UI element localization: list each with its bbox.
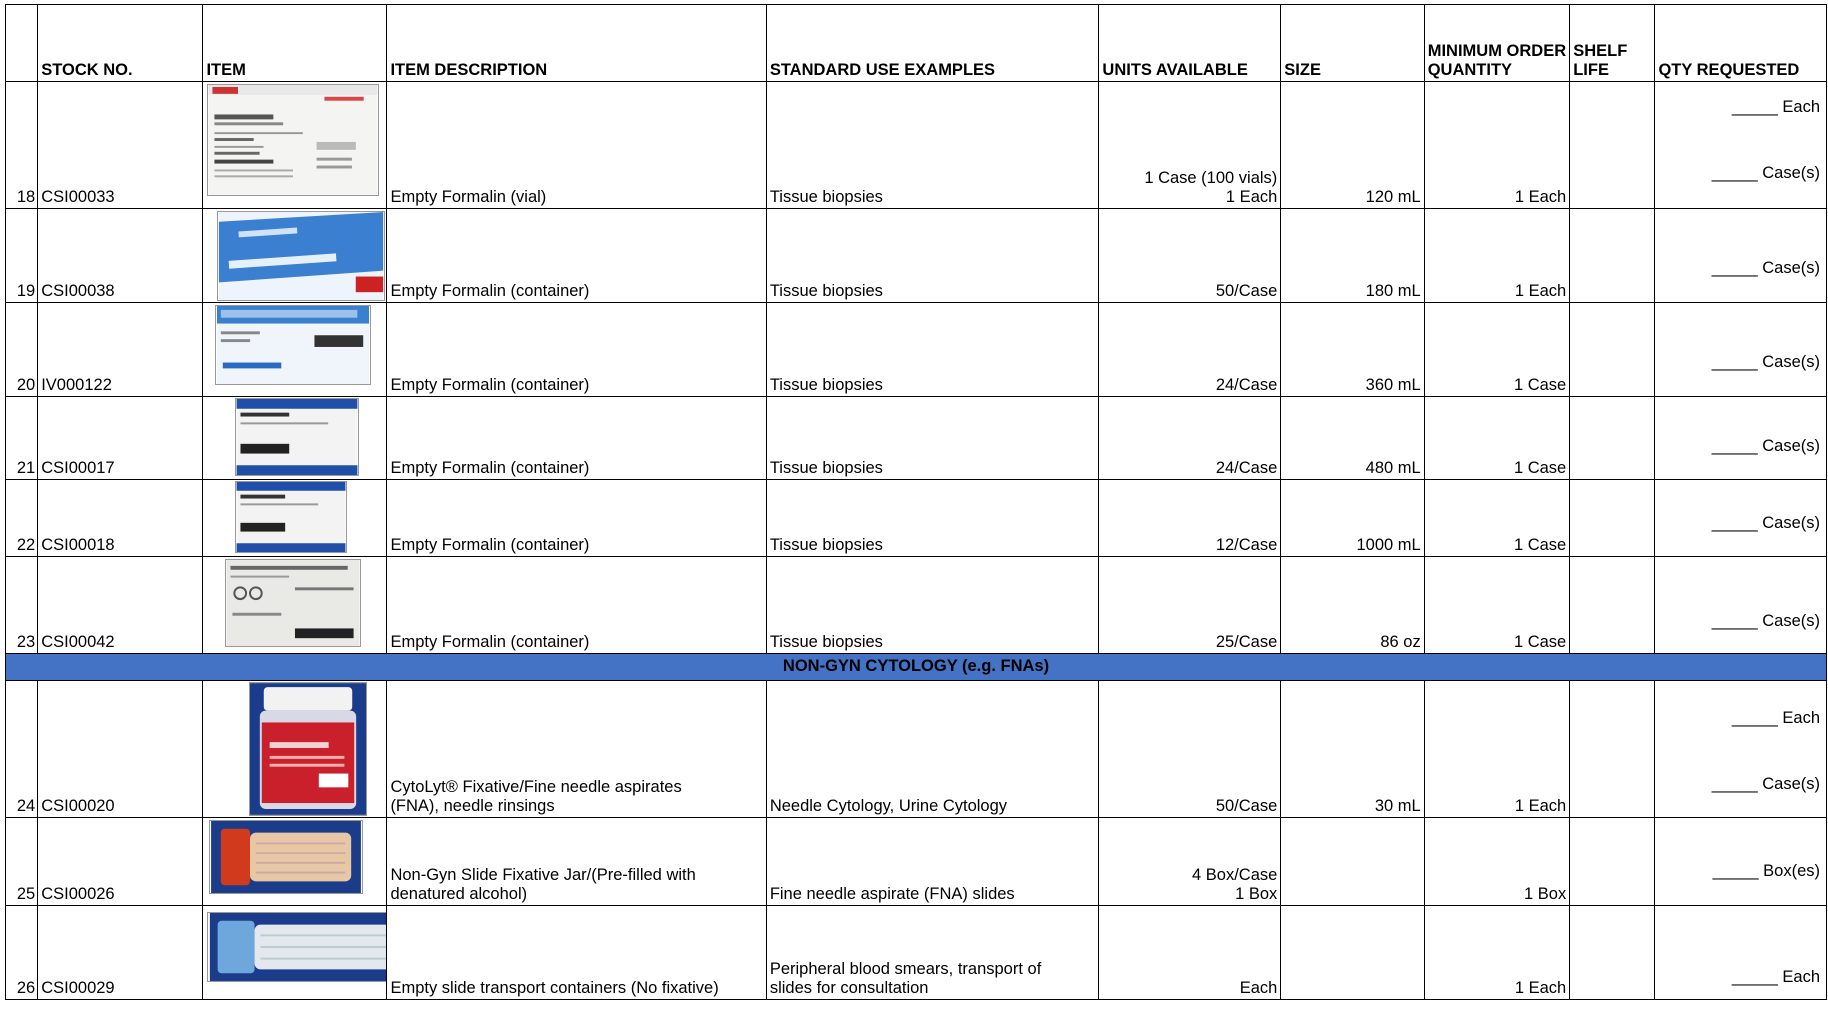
- item-description: [387, 818, 766, 906]
- item-description: Empty Formalin (container): [387, 209, 766, 303]
- row-number: 25: [6, 818, 38, 906]
- units-line-2: 1 Box: [1235, 885, 1278, 904]
- empty-fixative-containers-box-photo-icon: [217, 211, 385, 301]
- item-description: Empty Formalin (container): [387, 397, 766, 480]
- header-standard-use: STANDARD USE EXAMPLES: [766, 5, 1099, 82]
- shelf-life-value: [1570, 82, 1655, 209]
- qty-cases-field[interactable]: _____ Case(s): [1711, 514, 1820, 532]
- size-value: 30 mL: [1281, 681, 1424, 818]
- order-form-sheet: [5, 4, 1827, 1008]
- stock-number: CSI00029: [38, 906, 203, 1000]
- header-stock-no: STOCK NO.: [38, 5, 203, 82]
- cytolyt-jar-photo-icon: [249, 682, 367, 816]
- slide-transport-container-blue-cap-photo-icon: [207, 912, 386, 982]
- shelf-life-value: [1570, 209, 1655, 303]
- dry-container-box-photo-icon: [207, 84, 379, 196]
- use-line-1: Peripheral blood smears, transport of: [769, 960, 1042, 979]
- units-line-1: 4 Box/Case: [1192, 866, 1278, 885]
- qty-requested-cell[interactable]: [1655, 480, 1827, 557]
- item-image-cell: [203, 397, 387, 480]
- qty-requested-cell[interactable]: [1655, 906, 1827, 1000]
- stock-number: CSI00038: [38, 209, 203, 303]
- standard-use: Fine needle aspirate (FNA) slides: [766, 818, 1099, 906]
- min-order-value: 1 Box: [1424, 818, 1570, 906]
- supply-order-table: [5, 4, 1827, 1000]
- header-item: ITEM: [203, 5, 387, 82]
- standard-use: Tissue biopsies: [766, 303, 1099, 397]
- units-available: [1099, 681, 1281, 818]
- item-description: [387, 681, 766, 818]
- standard-use: Tissue biopsies: [766, 480, 1099, 557]
- size-value: [1281, 818, 1424, 906]
- qty-cases-field[interactable]: _____ Case(s): [1711, 164, 1820, 182]
- shelf-life-value: [1570, 557, 1655, 654]
- size-value: [1281, 906, 1424, 1000]
- min-order-value: 1 Case: [1424, 557, 1570, 654]
- sp-empty-fixative-containers-box-photo-icon: [215, 305, 371, 385]
- qty-requested-cell[interactable]: [1655, 557, 1827, 654]
- description-line-2: denatured alcohol): [390, 885, 528, 904]
- table-row: [6, 397, 1827, 480]
- stock-number: IV000122: [38, 303, 203, 397]
- table-row: [6, 303, 1827, 397]
- min-order-value: 1 Case: [1424, 303, 1570, 397]
- table-row: [6, 818, 1827, 906]
- stock-number: CSI00017: [38, 397, 203, 480]
- shelf-life-value: [1570, 906, 1655, 1000]
- item-image-cell: [203, 209, 387, 303]
- units-line-2: 50/Case: [1215, 797, 1278, 816]
- description-line-1: CytoLyt® Fixative/Fine needle aspirates: [390, 778, 682, 797]
- qty-each-field[interactable]: _____ Each: [1731, 98, 1820, 116]
- units-line-2: 1 Each: [1225, 188, 1278, 207]
- row-number: 26: [6, 906, 38, 1000]
- size-value: 120 mL: [1281, 82, 1424, 209]
- row-number: 21: [6, 397, 38, 480]
- row-number: 22: [6, 480, 38, 557]
- standard-use: [766, 906, 1099, 1000]
- units-line-2: 24/Case: [1215, 459, 1278, 478]
- azer-scientific-box-photo-icon: [235, 398, 359, 476]
- cardinal-health-specimen-container-box-photo-icon: [225, 559, 361, 647]
- qty-requested-cell[interactable]: [1655, 209, 1827, 303]
- section-header-non-gyn-cytology: [6, 654, 1827, 681]
- item-image-cell: [203, 82, 387, 209]
- size-value: 1000 mL: [1281, 480, 1424, 557]
- description-line-2: (FNA), needle rinsings: [390, 797, 555, 816]
- qty-requested-cell[interactable]: [1655, 681, 1827, 818]
- item-image-cell: [203, 818, 387, 906]
- header-qty-requested: QTY REQUESTED: [1655, 5, 1827, 82]
- description-line-1: Non-Gyn Slide Fixative Jar/(Pre-filled with: [390, 866, 696, 885]
- units-available: [1099, 209, 1281, 303]
- min-order-value: 1 Each: [1424, 82, 1570, 209]
- min-order-value: 1 Case: [1424, 397, 1570, 480]
- units-available: [1099, 397, 1281, 480]
- qty-requested-cell[interactable]: [1655, 82, 1827, 209]
- header-minimum-order-quantity: MINIMUM ORDER QUANTITY: [1424, 5, 1570, 82]
- size-value: 480 mL: [1281, 397, 1424, 480]
- item-description: Empty Formalin (container): [387, 480, 766, 557]
- units-line-2: 25/Case: [1215, 633, 1278, 652]
- size-value: 86 oz: [1281, 557, 1424, 654]
- item-description: Empty Formalin (vial): [387, 82, 766, 209]
- table-row: [6, 480, 1827, 557]
- standard-use: Tissue biopsies: [766, 209, 1099, 303]
- item-image-cell: [203, 681, 387, 818]
- qty-requested-cell[interactable]: [1655, 818, 1827, 906]
- units-line-1: 1 Case (100 vials): [1144, 169, 1278, 188]
- row-number: 19: [6, 209, 38, 303]
- row-number: 23: [6, 557, 38, 654]
- table-row: [6, 557, 1827, 654]
- size-value: 180 mL: [1281, 209, 1424, 303]
- standard-use: Needle Cytology, Urine Cytology: [766, 681, 1099, 818]
- qty-cases-field[interactable]: _____ Case(s): [1711, 612, 1820, 630]
- header-item-description: ITEM DESCRIPTION: [387, 5, 766, 82]
- header-size: SIZE: [1281, 5, 1424, 82]
- shelf-life-value: [1570, 480, 1655, 557]
- item-description: Empty Formalin (container): [387, 303, 766, 397]
- use-line-2: slides for consultation: [769, 979, 929, 998]
- qty-cases-field[interactable]: _____ Case(s): [1711, 437, 1820, 455]
- item-image-cell: [203, 906, 387, 1000]
- qty-boxes-field[interactable]: _____ Box(es): [1712, 862, 1820, 880]
- shelf-life-value: [1570, 818, 1655, 906]
- units-available: [1099, 906, 1281, 1000]
- qty-each-field[interactable]: _____ Each: [1731, 709, 1820, 727]
- section-title: NON-GYN CYTOLOGY (e.g. FNAs): [6, 654, 1827, 681]
- shelf-life-value: [1570, 303, 1655, 397]
- min-order-value: 1 Each: [1424, 681, 1570, 818]
- units-line-2: 24/Case: [1215, 376, 1278, 395]
- units-available: [1099, 82, 1281, 209]
- table-row: [6, 209, 1827, 303]
- row-number: 18: [6, 82, 38, 209]
- row-number: 24: [6, 681, 38, 818]
- min-order-value: 1 Each: [1424, 906, 1570, 1000]
- row-number: 20: [6, 303, 38, 397]
- units-line-2: 50/Case: [1215, 282, 1278, 301]
- units-available: [1099, 818, 1281, 906]
- stock-number: CSI00026: [38, 818, 203, 906]
- standard-use: Tissue biopsies: [766, 557, 1099, 654]
- azer-scientific-box-photo-icon: [235, 481, 347, 553]
- shelf-life-value: [1570, 397, 1655, 480]
- table-row: [6, 906, 1827, 1000]
- qty-cases-field[interactable]: _____ Case(s): [1711, 259, 1820, 277]
- item-description: Empty Formalin (container): [387, 557, 766, 654]
- qty-requested-cell[interactable]: [1655, 397, 1827, 480]
- qty-cases-field[interactable]: _____ Case(s): [1711, 353, 1820, 371]
- standard-use: Tissue biopsies: [766, 82, 1099, 209]
- header-row: [6, 5, 1827, 82]
- slide-fixative-jar-red-cap-photo-icon: [209, 820, 363, 894]
- qty-each-field[interactable]: _____ Each: [1731, 968, 1820, 986]
- header-shelf-life: SHELF LIFE: [1570, 5, 1655, 82]
- table-row: [6, 681, 1827, 818]
- standard-use: Tissue biopsies: [766, 397, 1099, 480]
- size-value: 360 mL: [1281, 303, 1424, 397]
- item-description: Empty slide transport containers (No fixative): [387, 906, 766, 1000]
- stock-number: CSI00042: [38, 557, 203, 654]
- qty-requested-cell[interactable]: [1655, 303, 1827, 397]
- units-available: [1099, 480, 1281, 557]
- min-order-value: 1 Case: [1424, 480, 1570, 557]
- units-available: [1099, 303, 1281, 397]
- qty-cases-field[interactable]: _____ Case(s): [1711, 775, 1820, 793]
- stock-number: CSI00018: [38, 480, 203, 557]
- item-image-cell: [203, 303, 387, 397]
- stock-number: CSI00020: [38, 681, 203, 818]
- item-image-cell: [203, 480, 387, 557]
- units-line-2: 12/Case: [1215, 536, 1278, 555]
- header-rownum: [6, 5, 38, 82]
- stock-number: CSI00033: [38, 82, 203, 209]
- units-line-2: Each: [1239, 979, 1278, 998]
- units-available: [1099, 557, 1281, 654]
- shelf-life-value: [1570, 681, 1655, 818]
- header-units-available: UNITS AVAILABLE: [1099, 5, 1281, 82]
- table-row: [6, 82, 1827, 209]
- min-order-value: 1 Each: [1424, 209, 1570, 303]
- item-image-cell: [203, 557, 387, 654]
